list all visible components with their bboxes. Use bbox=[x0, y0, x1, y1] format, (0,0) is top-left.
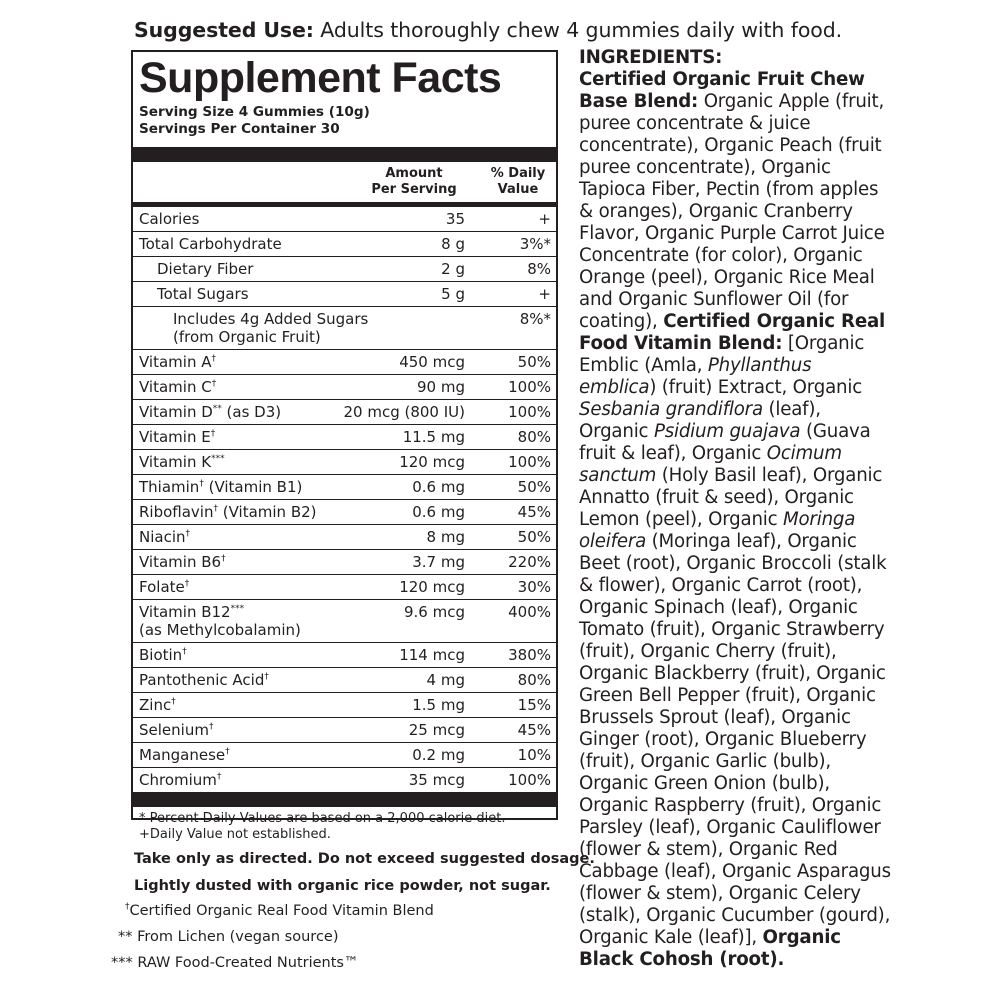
nutrient-row bbox=[133, 500, 556, 525]
nutrient-daily-value: 45% bbox=[517, 503, 551, 521]
nutrient-form: (Vitamin B2) bbox=[217, 503, 317, 521]
nutrient-daily-value: 10% bbox=[517, 746, 551, 764]
nutrient-daily-value: + bbox=[538, 285, 551, 303]
botanical-name: Phyllanthus emblica bbox=[579, 355, 812, 398]
nutrient-row bbox=[133, 600, 556, 643]
nutrient-amount: 5 g bbox=[441, 285, 465, 303]
nutrient-daily-value: 50% bbox=[517, 478, 551, 496]
footnote-mark: † bbox=[171, 697, 176, 707]
nutrient-daily-value: 8%* bbox=[519, 310, 551, 328]
servings-per-container: Servings Per Container 30 bbox=[139, 121, 340, 137]
nutrient-label: Zinc bbox=[139, 696, 172, 714]
footnote-mark: † bbox=[211, 379, 217, 389]
ingredient-text: [Organic Emblic (Amla, bbox=[579, 333, 865, 376]
nutrient-daily-value: 100% bbox=[508, 378, 551, 396]
nutrient-row bbox=[133, 768, 556, 792]
footnote-mark: † bbox=[264, 672, 269, 682]
nutrient-amount: 8 g bbox=[441, 235, 465, 253]
nutrient-label: Biotin bbox=[139, 646, 183, 664]
footnote-mark: † bbox=[182, 647, 187, 657]
nutrient-amount: 11.5 mg bbox=[402, 428, 465, 446]
nutrient-amount: 3.7 mg bbox=[412, 553, 465, 571]
nutrient-daily-value: 80% bbox=[517, 671, 551, 689]
footnote-mark: † bbox=[185, 529, 191, 539]
vitamin-blend-label: Certified Organic Real Food Vitamin Blend: bbox=[579, 311, 886, 354]
nutrient-row bbox=[133, 257, 556, 282]
nutrient-label: Vitamin A bbox=[139, 353, 212, 371]
nutrient-label: Selenium bbox=[139, 721, 209, 739]
amount-per-serving-header: Amount Per Serving bbox=[371, 166, 457, 197]
nutrient-row bbox=[133, 550, 556, 575]
ingredient-text: (Guava fruit & leaf), Organic bbox=[579, 421, 871, 464]
ingredients-heading: INGREDIENTS: bbox=[579, 47, 723, 68]
serving-size: Serving Size 4 Gummies (10g) bbox=[139, 104, 370, 120]
divider-bar bbox=[133, 792, 556, 807]
nutrient-row bbox=[133, 525, 556, 550]
suggested-use bbox=[134, 18, 842, 42]
footnote-mark: *** bbox=[230, 604, 245, 614]
ingredients-text bbox=[579, 69, 894, 971]
nutrient-label: Vitamin B6 bbox=[139, 553, 222, 571]
nutrient-label: Includes 4g Added Sugars bbox=[173, 310, 369, 328]
footnote-mark: *** bbox=[211, 454, 225, 464]
dagger-note-text: Certified Organic Real Food Vitamin Blend bbox=[129, 903, 434, 919]
nutrient-label: Dietary Fiber bbox=[157, 260, 254, 278]
nutrient-name bbox=[133, 310, 408, 346]
nutrient-row bbox=[133, 575, 556, 600]
nutrient-amount: 9.6 mcg bbox=[403, 603, 465, 621]
nutrient-daily-value: 100% bbox=[508, 771, 551, 789]
base-blend-text: Organic Apple (fruit, puree concentrate & juice concentrate), Organic Peach (fruit puree concentrate), Organic Tapioca Fiber, Pectin (from apples & oranges), Organic Cranberry Flavor, Organic Purple Carrot Juice Concentrate (for color), Organic Orange (peel), Organic Rice Meal and Organic Sunflower Oil (for coating), bbox=[579, 91, 885, 332]
nutrient-amount: 1.5 mg bbox=[412, 696, 465, 714]
nutrient-daily-value: 100% bbox=[508, 403, 551, 421]
footnote-mark: † bbox=[221, 554, 226, 564]
footnote-mark: † bbox=[184, 579, 190, 589]
nutrient-label-line2: (from Organic Fruit) bbox=[173, 328, 321, 346]
footnote-mark: † bbox=[216, 772, 222, 782]
nutrient-label: Thiamin bbox=[139, 478, 200, 496]
nutrient-rows bbox=[139, 207, 554, 792]
dagger-note bbox=[125, 903, 434, 919]
footnote-mark: † bbox=[213, 504, 218, 514]
nutrient-amount: 120 mcg bbox=[399, 453, 465, 471]
nutrient-label: Chromium bbox=[139, 771, 217, 789]
footnote-mark: † bbox=[199, 479, 204, 489]
nutrient-daily-value: 220% bbox=[508, 553, 551, 571]
nutrient-row bbox=[133, 400, 556, 425]
nutrient-amount: 8 mg bbox=[426, 528, 465, 546]
dosage-warning: Take only as directed. Do not exceed suggested dosage. bbox=[134, 851, 595, 867]
nutrient-daily-value: 380% bbox=[508, 646, 551, 664]
nutrient-label: Folate bbox=[139, 578, 185, 596]
column-headers bbox=[133, 162, 556, 207]
nutrient-amount: 0.6 mg bbox=[412, 503, 465, 521]
nutrient-label-line2: (as Methylcobalamin) bbox=[139, 621, 301, 639]
botanical-name: Sesbania grandiflora bbox=[579, 399, 763, 420]
nutrient-amount: 114 mcg bbox=[399, 646, 465, 664]
footnote-mark: † bbox=[211, 354, 216, 364]
nutrient-label: Calories bbox=[139, 210, 200, 228]
nutrient-row bbox=[133, 743, 556, 768]
nutrient-label: Vitamin K bbox=[139, 453, 212, 471]
nutrient-label: Manganese bbox=[139, 746, 226, 764]
dagger-mark: † bbox=[125, 902, 130, 912]
nutrient-amount: 2 g bbox=[441, 260, 465, 278]
nutrient-daily-value: 100% bbox=[508, 453, 551, 471]
ingredient-text: (leaf), Organic bbox=[579, 399, 821, 442]
nutrient-amount: 4 mg bbox=[426, 671, 465, 689]
nutrient-label: Vitamin C bbox=[139, 378, 212, 396]
suggested-use-label: Suggested Use: bbox=[134, 18, 314, 42]
nutrient-row bbox=[133, 350, 556, 375]
nutrient-amount: 120 mcg bbox=[399, 578, 465, 596]
nutrient-daily-value: + bbox=[538, 210, 551, 228]
ingredient-text: (Moringa leaf), Organic Beet (root), Organic Broccoli (stalk & flower), Organic Carrot (root), Organic Spinach (leaf), Organic Tomato (fruit), Organic Strawberry (fruit), Organic Cherry (fruit), Organic Blackberry (fruit), Organic Green Bell Pepper (fruit), Organic Brussels Sprout (leaf), Organic Ginger (root), Organic Blueberry (fruit), Organic Garlic (bulb), Organic Green Onion (bulb), Organic Raspberry (fruit), Organic Parsley (leaf), Organic Cauliflower (flower & stem), Organic Red Cabbage (leaf), Organic Asparagus (flower & stem), Organic Celery (stalk), Organic Cucumber (gourd), Organic Kale (leaf)], bbox=[579, 531, 891, 948]
botanical-name: Ocimum sanctum bbox=[579, 443, 842, 486]
supplement-facts-panel bbox=[131, 50, 558, 842]
nutrient-row bbox=[133, 668, 556, 693]
nutrient-row bbox=[133, 643, 556, 668]
daily-value-header: % Daily Value bbox=[490, 166, 546, 197]
black-cohosh: Organic Black Cohosh (root). bbox=[579, 927, 841, 970]
nutrient-row bbox=[133, 693, 556, 718]
botanical-name: Moringa oleifera bbox=[579, 509, 856, 552]
nutrient-amount: 0.2 mg bbox=[412, 746, 465, 764]
nutrient-row bbox=[133, 425, 556, 450]
nutrient-row bbox=[133, 232, 556, 257]
divider-bar bbox=[133, 147, 556, 162]
footnote-mark: ** bbox=[212, 404, 222, 414]
footnote-mark: † bbox=[225, 747, 230, 757]
footnote-not-established: +Daily Value not established. bbox=[139, 827, 331, 842]
nutrient-amount: 90 mg bbox=[417, 378, 465, 396]
nutrient-daily-value: 80% bbox=[517, 428, 551, 446]
ingredient-text: (Holy Basil leaf), Organic Annatto (fruit & seed), Organic Lemon (peel), Organic bbox=[579, 465, 883, 530]
nutrient-daily-value: 30% bbox=[517, 578, 551, 596]
nutrient-label: Vitamin B12 bbox=[139, 603, 231, 621]
lichen-note: ** From Lichen (vegan source) bbox=[118, 929, 339, 945]
nutrient-daily-value: 15% bbox=[517, 696, 551, 714]
nutrient-daily-value: 400% bbox=[508, 603, 551, 621]
nutrient-row bbox=[133, 718, 556, 743]
ingredients-panel bbox=[579, 47, 894, 971]
footnote-mark: † bbox=[210, 429, 216, 439]
suggested-use-text: Adults thoroughly chew 4 gummies daily with food. bbox=[313, 18, 843, 42]
nutrient-row bbox=[133, 475, 556, 500]
nutrient-amount: 20 mcg (800 IU) bbox=[343, 403, 465, 421]
nutrient-label: Vitamin D bbox=[139, 403, 213, 421]
nutrient-row bbox=[133, 375, 556, 400]
ingredient-text: ) (fruit) Extract, Organic bbox=[649, 377, 862, 398]
nutrient-label: Total Sugars bbox=[157, 285, 249, 303]
footnote-daily-values: * Percent Daily Values are based on a 2,000 calorie diet. bbox=[139, 811, 506, 826]
nutrient-daily-value: 8% bbox=[527, 260, 551, 278]
nutrient-label: Pantothenic Acid bbox=[139, 671, 265, 689]
footnote-mark: † bbox=[208, 722, 214, 732]
facts-title: Supplement Facts bbox=[139, 54, 502, 102]
nutrient-daily-value: 3%* bbox=[519, 235, 551, 253]
nutrient-form: (Vitamin B1) bbox=[203, 478, 303, 496]
nutrient-row bbox=[133, 282, 556, 307]
nutrient-label: Total Carbohydrate bbox=[139, 235, 282, 253]
base-blend-label: Certified Organic Fruit Chew Base Blend: bbox=[579, 69, 865, 112]
footnotes bbox=[139, 807, 554, 843]
nutrient-label: Niacin bbox=[139, 528, 186, 546]
nutrient-row bbox=[133, 307, 556, 350]
nutrient-daily-value: 45% bbox=[517, 721, 551, 739]
raw-food-note: *** RAW Food-Created Nutrients™ bbox=[111, 955, 359, 971]
nutrient-label: Riboflavin bbox=[139, 503, 214, 521]
nutrient-label: Vitamin E bbox=[139, 428, 211, 446]
nutrient-form: (as D3) bbox=[221, 403, 282, 421]
rice-powder-note: Lightly dusted with organic rice powder, not sugar. bbox=[134, 878, 551, 894]
nutrient-daily-value: 50% bbox=[517, 353, 551, 371]
nutrient-row bbox=[133, 450, 556, 475]
nutrient-amount: 25 mcg bbox=[408, 721, 465, 739]
nutrient-amount: 35 mcg bbox=[408, 771, 465, 789]
nutrient-daily-value: 50% bbox=[517, 528, 551, 546]
nutrient-amount: 0.6 mg bbox=[412, 478, 465, 496]
nutrient-row bbox=[133, 207, 556, 232]
nutrient-amount: 35 bbox=[445, 210, 465, 228]
botanical-name: Psidium guajava bbox=[653, 421, 801, 442]
nutrient-amount: 450 mcg bbox=[399, 353, 465, 371]
